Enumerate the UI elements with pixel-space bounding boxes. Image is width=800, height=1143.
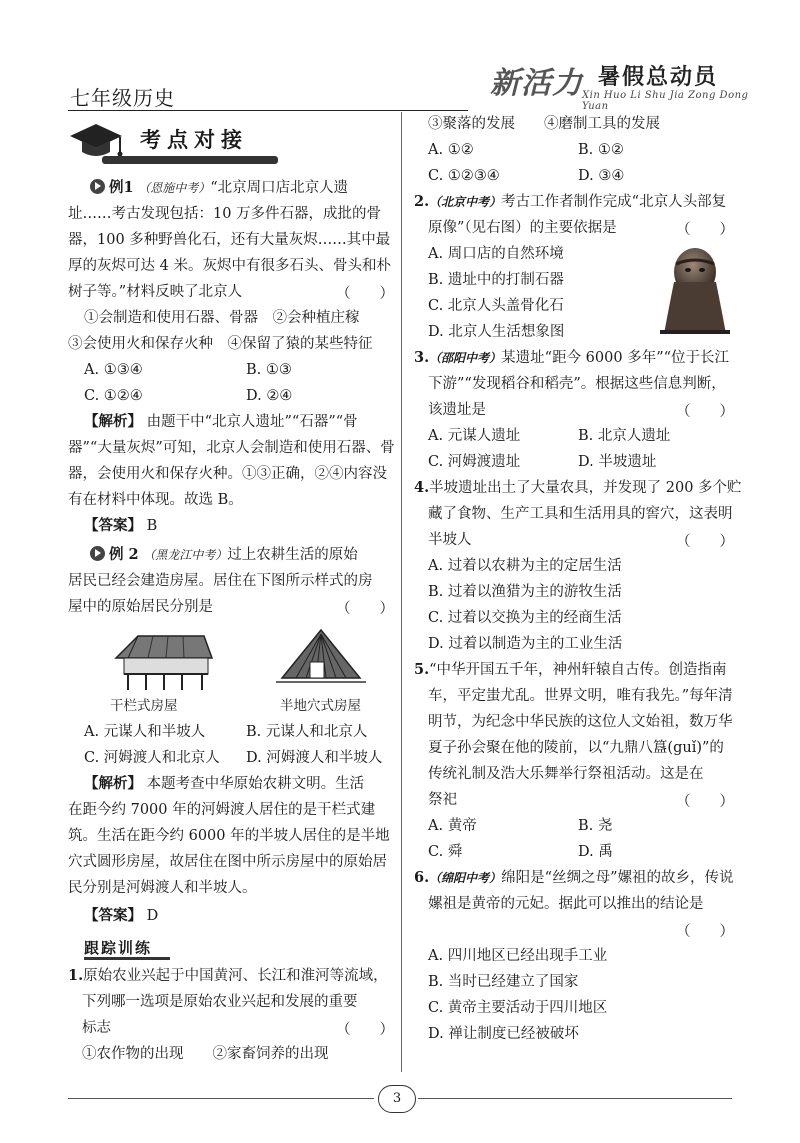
example2-label: 例 2 [109, 546, 139, 563]
option-b: B. 北京人遗址 [578, 428, 671, 444]
example1-label: 例1 [109, 179, 134, 196]
q1-line: 标志 [82, 1020, 111, 1036]
q4-first-line [414, 478, 742, 498]
answer-paren: （ ） [336, 1022, 394, 1038]
q5-number: 5. [414, 661, 430, 678]
option-b: B. 元谋人和北京人 [246, 724, 368, 740]
option-c: C. 北京人头盖骨化石 [428, 298, 564, 314]
peking-man-bust-image [660, 242, 730, 334]
option-a: A. 周口店的自然环境 [428, 246, 564, 262]
q1-first-line [68, 966, 388, 986]
example1-statement: ③会使用火和保存火种 ④保留了猿的某些特征 [68, 336, 373, 352]
answer-paren: （ ） [676, 222, 734, 238]
answer-paren: （ ） [676, 924, 734, 940]
brand-sub: 暑假总动员 [598, 64, 719, 90]
analysis-line: 穴式圆形房屋，故居住在图中所示房屋中的原始居 [68, 854, 387, 870]
option-b: B. 遗址中的打制石器 [428, 272, 564, 288]
q1-line: 下列哪一选项是原始农业兴起和发展的重要 [82, 994, 358, 1010]
example1-line: 树子等。”材料反映了北京人 [68, 284, 243, 300]
footer-rule-right [418, 1098, 732, 1099]
image-label-stilt: 干栏式房屋 [110, 698, 178, 714]
q3-number: 3. [414, 349, 430, 366]
analysis-label: 【解析】 [84, 413, 142, 430]
option-d: D. 禅让制度已经被破坏 [428, 1026, 579, 1042]
q6-first-line [414, 868, 733, 888]
q4-number: 4. [414, 479, 430, 496]
answer-label: 【答案】 [84, 517, 142, 534]
option-d: D. ③④ [578, 168, 625, 184]
option-d: D. 河姆渡人和半坡人 [246, 750, 383, 766]
answer-paren: （ ） [676, 404, 734, 420]
q3-text: 某遗址“距今 6000 多年”“位于长江 [501, 350, 730, 366]
example1-source: （恩施中考） [138, 181, 211, 195]
option-c: C. 河姆渡人和北京人 [84, 750, 220, 766]
image-label-semi: 半地穴式房屋 [280, 698, 361, 714]
q6-text: 绵阳是“丝绸之母”嫘祖的故乡，传说 [501, 870, 734, 886]
option-a: A. ①② [428, 142, 474, 158]
example1-statement: ①会制造和使用石器、骨器 ②会种植庄稼 [84, 310, 360, 326]
q5-line: 祭祀 [428, 792, 457, 808]
option-b: B. 尧 [578, 818, 613, 834]
option-b: B. 当时已经建立了国家 [428, 974, 579, 990]
q6-number: 6. [414, 869, 430, 886]
option-b: B. 过着以渔猎为主的游牧生活 [428, 584, 622, 600]
analysis-first-line [84, 412, 358, 432]
example2-text: 过上农耕生活的原始 [227, 547, 358, 563]
answer-value: B [146, 518, 158, 534]
play-icon [90, 179, 105, 194]
option-a: A. 四川地区已经出现手工业 [428, 948, 608, 964]
example1-first-line [90, 178, 348, 198]
option-d: D. 北京人生活想象图 [428, 324, 565, 340]
q2-number: 2. [414, 193, 430, 210]
example1-line: 厚的灰烬可达 4 米。灰烬中有很多石头、骨头和朴 [68, 258, 391, 274]
q6-source: （绵阳中考） [429, 871, 502, 885]
analysis-text: 由题干中“北京人遗址”“石器”“骨 [146, 414, 358, 430]
q1-statement: ①农作物的出现 ②家畜饲养的出现 [82, 1046, 329, 1062]
answer-line [84, 906, 158, 926]
q4-text: 半坡遗址出土了大量农具，并发现了 200 多个贮 [429, 480, 742, 496]
answer-paren: （ ） [336, 601, 394, 617]
analysis-line: 在距今约 7000 年的河姆渡人居住的是干栏式建 [68, 802, 376, 818]
option-a: A. ①③④ [84, 362, 143, 378]
q5-text: “中华开国五千年，神州轩辕自古传。创造指南 [429, 662, 727, 678]
example2-first-line [90, 545, 358, 565]
q4-line: 半坡人 [428, 532, 472, 548]
section-title: 考点对接 [140, 127, 248, 152]
q5-line: 明节，为纪念中华民族的这位人文始祖，数万华 [428, 714, 733, 730]
brand-logo [490, 58, 750, 110]
q5-line: 车，平定蚩尤乱。世界文明，唯有我先。”每年清 [428, 688, 733, 704]
option-a: A. 元谋人遗址 [428, 428, 521, 444]
q5-line: 夏子孙会聚在他的陵前，以“九鼎八簋(guǐ)”的 [428, 740, 724, 756]
option-c: C. 过着以交换为主的经商生活 [428, 610, 622, 626]
answer-label: 【答案】 [84, 907, 142, 924]
answer-paren: （ ） [336, 286, 394, 302]
training-title: 跟踪训练 [84, 939, 153, 957]
option-a: A. 黄帝 [428, 818, 477, 834]
option-c: C. ①②④ [84, 388, 143, 404]
option-d: D. 禹 [578, 844, 613, 860]
option-a: A. 过着以农耕为主的定居生活 [428, 558, 622, 574]
play-icon [90, 546, 105, 561]
section-banner-bar [102, 156, 278, 164]
example1-text: “北京周口店北京人遗 [210, 180, 349, 196]
q1-number: 1. [68, 967, 84, 984]
answer-paren: （ ） [676, 794, 734, 810]
analysis-label: 【解析】 [84, 775, 142, 792]
analysis-first-line [84, 774, 364, 794]
answer-paren: （ ） [676, 534, 734, 550]
option-c: C. 舜 [428, 844, 463, 860]
analysis-line: 器，会使用火和保存火种。①③正确，②④内容没 [68, 466, 387, 482]
option-b: B. ①② [578, 142, 624, 158]
analysis-line: 器”“大量灰烬”可知，北京人会制造和使用石器、骨 [68, 440, 395, 456]
q4-line: 藏了食物、生产工具和生活用具的窖穴，这表明 [428, 506, 733, 522]
q6-line: 嫘祖是黄帝的元妃。据此可以推出的结论是 [428, 896, 704, 912]
analysis-line: 筑。生活在距今约 6000 年的半坡人居住的是半地 [68, 828, 390, 844]
q2-text: 考古工作者制作完成“北京人头部复 [501, 194, 727, 210]
section-banner [66, 118, 278, 168]
semi-subterranean-house-illustration [276, 628, 366, 690]
q5-first-line [414, 660, 727, 680]
option-c: C. 河姆渡遗址 [428, 454, 521, 470]
answer-value: D [146, 908, 159, 924]
q2-first-line [414, 192, 726, 212]
q3-first-line [414, 348, 729, 368]
example2-line: 屋中的原始居民分别是 [68, 599, 213, 615]
option-d: D. ②④ [246, 388, 293, 404]
q3-line: 下游”“发现稻谷和稻壳”。根据这些信息判断， [428, 376, 726, 392]
header-subject: 七年级历史 [70, 86, 175, 110]
q2-line: 原像”（见右图）的主要依据是 [428, 220, 617, 236]
q3-line: 该遗址是 [428, 402, 486, 418]
header-rule [68, 110, 468, 111]
example1-line: 址……考古发现包括：10 万多件石器，成批的骨 [68, 206, 382, 222]
training-banner [84, 937, 174, 961]
column-divider [401, 112, 402, 1072]
footer-rule-left [68, 1098, 374, 1099]
q1-statement: ③聚落的发展 ④磨制工具的发展 [428, 116, 660, 132]
brand-main: 新活力 [490, 66, 583, 101]
analysis-line: 有在材料中体现。故选 B。 [68, 492, 243, 508]
option-d: D. 半坡遗址 [578, 454, 657, 470]
analysis-text: 本题考查中华原始农耕文明。生活 [146, 776, 365, 792]
example2-source: （黑龙江中考） [143, 548, 228, 562]
option-c: C. ①②③④ [428, 168, 500, 184]
q5-line: 传统礼制及浩大乐舞举行祭祖活动。这是在 [428, 766, 704, 782]
training-underline [84, 957, 170, 960]
q2-source: （北京中考） [429, 195, 502, 209]
analysis-line: 民分别是河姆渡人和半坡人。 [68, 880, 257, 896]
example1-line: 器，100 多种野兽化石，还有大量灰烬……其中最 [68, 232, 391, 248]
q3-source: （邵阳中考） [429, 351, 502, 365]
page-number: 3 [378, 1085, 416, 1113]
q1-text: 原始农业兴起于中国黄河、长江和淮河等流域， [83, 968, 388, 984]
example2-line: 居民已经会建造房屋。居住在下图所示样式的房 [68, 573, 373, 589]
answer-line [84, 516, 157, 536]
option-c: C. 黄帝主要活动于四川地区 [428, 1000, 608, 1016]
stilt-house-illustration [108, 632, 218, 692]
brand-pinyin: Xin Huo Li Shu Jia Zong Dong Yuan [582, 90, 749, 112]
option-a: A. 元谋人和半坡人 [84, 724, 206, 740]
option-d: D. 过着以制造为主的工业生活 [428, 636, 623, 652]
option-b: B. ①③ [246, 362, 292, 378]
